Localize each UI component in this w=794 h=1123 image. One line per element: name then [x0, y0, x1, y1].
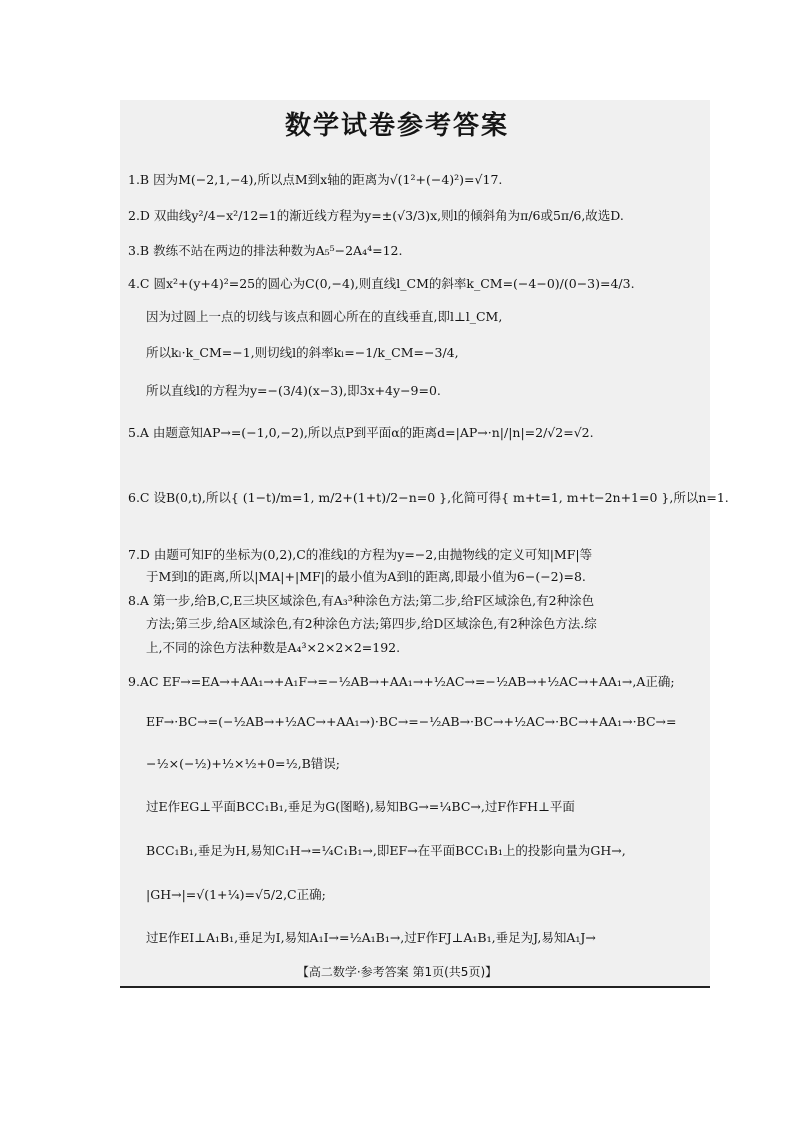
answer-line: 4.C 圆x²+(y+4)²=25的圆心为C(0,−4),则直线l_CM的斜率k_CM=(−4−0)/(0−3)=4/3.	[128, 276, 635, 291]
answer-line: 1.B 因为M(−2,1,−4),所以点M到x轴的距离为√(1²+(−4)²)=√17.	[128, 172, 503, 187]
answer-line: 过E作EI⊥A₁B₁,垂足为I,易知A₁I→=½A₁B₁→,过F作FJ⊥A₁B₁,垂足为J,易知A₁J→	[146, 930, 596, 945]
answer-line: 过E作EG⊥平面BCC₁B₁,垂足为G(图略),易知BG→=¼BC→,过F作FH⊥平面	[146, 799, 575, 814]
answer-line: 上,不同的涂色方法种数是A₄³×2×2×2=192.	[146, 640, 401, 655]
page-title: 数学试卷参考答案	[284, 111, 509, 141]
answer-line: 6.C 设B(0,t),所以{ (1−t)/m=1, m/2+(1+t)/2−n=0 },化简可得{ m+t=1, m+t−2n+1=0 },所以n=1.	[128, 490, 729, 505]
answer-line: −½×(−½)+½×½+0=½,B错误;	[146, 756, 340, 771]
answer-line: |GH→|=√(1+¼)=√5/2,C正确;	[146, 887, 326, 902]
answer-line: 方法;第三步,给A区域涂色,有2种涂色方法;第四步,给D区域涂色,有2种涂色方法.综	[146, 616, 597, 631]
answer-line: 2.D 双曲线y²/4−x²/12=1的渐近线方程为y=±(√3/3)x,则l的倾斜角为π/6或5π/6,故选D.	[128, 208, 624, 223]
answer-line: 所以直线l的方程为y=−(3/4)(x−3),即3x+4y−9=0.	[146, 383, 441, 398]
answer-line: 5.A 由题意知AP→=(−1,0,−2),所以点P到平面α的距离d=|AP→·n|/|n|=2/√2=√2.	[128, 425, 594, 440]
answer-line: EF→·BC→=(−½AB→+½AC→+AA₁→)·BC→=−½AB→·BC→+½AC→·BC→+AA₁→·BC→=	[146, 714, 677, 729]
answer-line: 于M到l的距离,所以|MA|+|MF|的最小值为A到l的距离,即最小值为6−(−2)=8.	[146, 569, 586, 584]
footer-rule	[120, 986, 710, 988]
answer-line: 3.B 教练不站在两边的排法种数为A₅⁵−2A₄⁴=12.	[128, 243, 403, 258]
answer-line: 所以kₗ·k_CM=−1,则切线l的斜率kₗ=−1/k_CM=−3/4,	[146, 345, 459, 360]
answer-line: 8.A 第一步,给B,C,E三块区域涂色,有A₃³种涂色方法;第二步,给F区域涂色,有2种涂色	[128, 593, 595, 608]
answer-line: 7.D 由题可知F的坐标为(0,2),C的准线l的方程为y=−2,由抛物线的定义可知|MF|等	[128, 547, 593, 562]
answer-line: BCC₁B₁,垂足为H,易知C₁H→=¼C₁B₁→,即EF→在平面BCC₁B₁上的投影向量为GH→,	[146, 843, 626, 858]
page-footer: 【高二数学·参考答案 第1页(共5页)】	[296, 965, 498, 979]
answer-line: 因为过圆上一点的切线与该点和圆心所在的直线垂直,即l⊥l_CM,	[146, 309, 503, 324]
answer-line: 9.AC EF→=EA→+AA₁→+A₁F→=−½AB→+AA₁→+½AC→=−½AB→+½AC→+AA₁→,A正确;	[128, 674, 675, 689]
